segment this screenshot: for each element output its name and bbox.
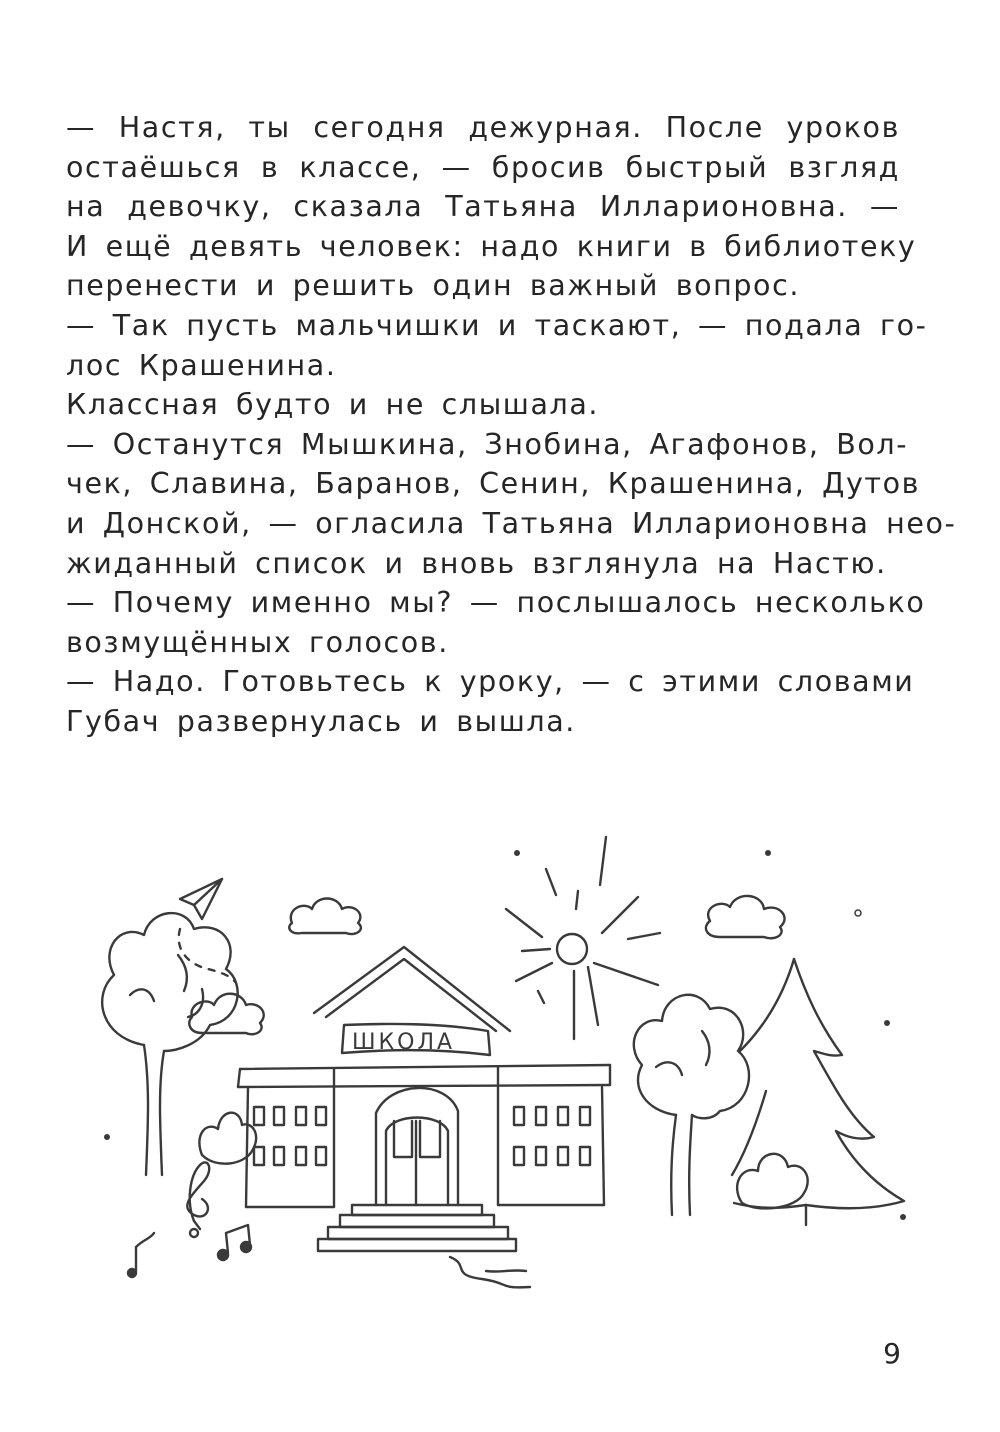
- text-line: — Так пусть мальчишки и таскают, — подала го-: [66, 308, 928, 342]
- page-number: 9: [883, 1337, 902, 1370]
- tree-icon: [634, 995, 749, 1215]
- text-line: — Останутся Мышкина, Знобина, Агафонов, Вол-: [66, 427, 909, 461]
- text-line: — Почему именно мы? — послышалось несколько: [66, 586, 926, 620]
- text-line: возмущённых голосов.: [66, 625, 449, 659]
- school-sign: ШКОЛА: [352, 1030, 456, 1055]
- text-line: Классная будто и не слышала.: [66, 388, 600, 422]
- tree-icon: [102, 913, 237, 1175]
- text-line: остаёшься в классе, — бросив быстрый взгляд: [66, 150, 900, 184]
- body-text: [66, 108, 957, 742]
- bush-icon: [737, 1154, 808, 1209]
- school-building-illustration: [90, 825, 930, 1295]
- text-line: лос Крашенина.: [66, 348, 337, 382]
- text-line: Губач развернулась и вышла.: [66, 704, 576, 738]
- text-line: — Надо. Готовьтесь к уроку, — с этими словами: [66, 665, 915, 699]
- text-line: на девочку, сказала Татьяна Илларионовна. —: [66, 190, 900, 224]
- sun-icon: [506, 837, 660, 1039]
- text-line: перенести и решить один важный вопрос.: [66, 269, 801, 303]
- text-line: жиданный список и вновь взглянула на Настю.: [66, 546, 887, 580]
- text-line: чек, Славина, Баранов, Сенин, Крашенина, Дутов: [66, 467, 921, 501]
- text-line: И ещё девять человек: надо книги в библиотеку: [66, 229, 917, 263]
- text-line: и Донской, — огласила Татьяна Илларионовна нео-: [66, 506, 957, 540]
- fir-tree-icon: [732, 959, 904, 1225]
- text-line: — Настя, ты сегодня дежурная. После уроков: [66, 111, 900, 144]
- school-building: [238, 947, 610, 1287]
